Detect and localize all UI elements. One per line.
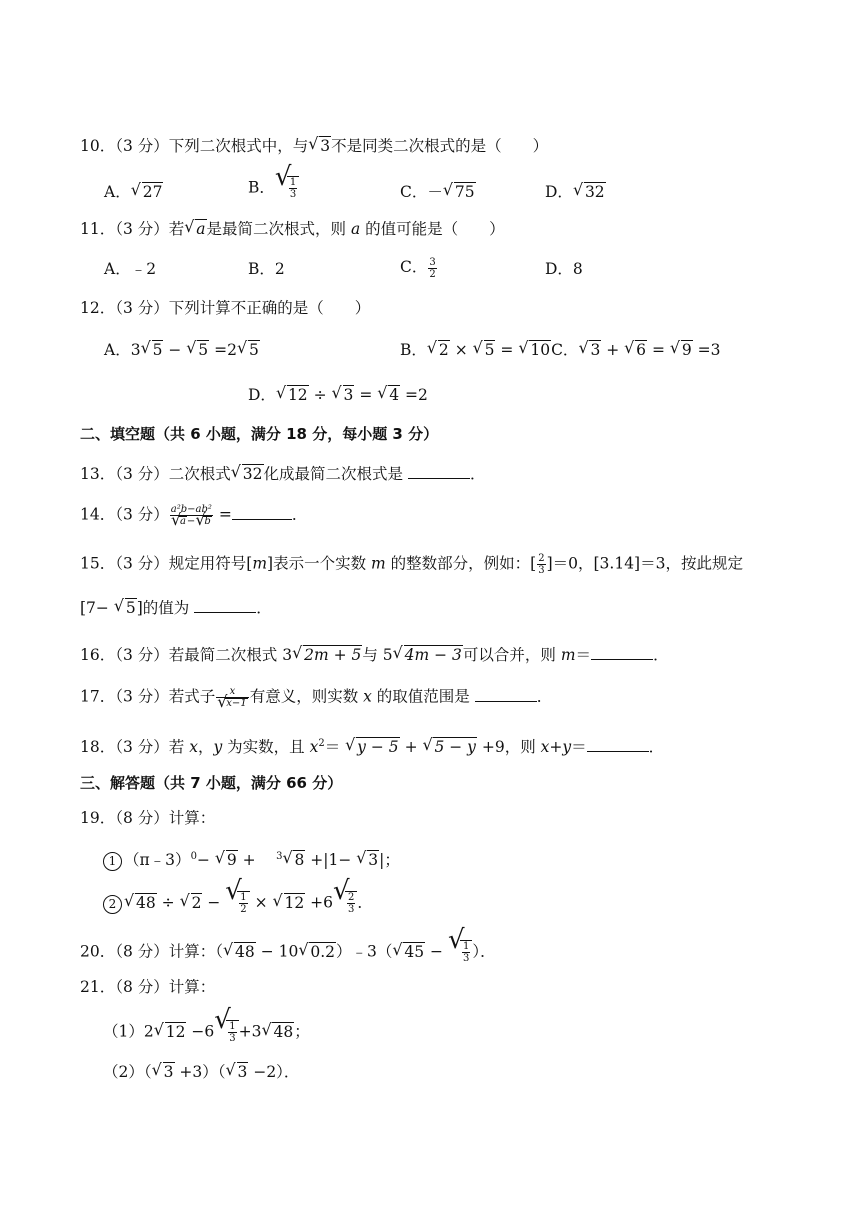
option-b: B．2: [248, 260, 285, 278]
question-13: 13．（3 分）二次根式√ 32化成最简二次根式是 ．: [80, 464, 485, 484]
radical: √ 32: [574, 181, 606, 203]
question-19-part-1: 1 （π﹣3）$^0$− √ 9 + $^3$√ 8 +|1− √ 3|；: [103, 847, 400, 871]
section-2-heading: 二、填空题（共 6 小题，满分 18 分，每小题 3 分）: [80, 425, 439, 443]
radical: √ 5: [115, 598, 137, 618]
answer-blank[interactable]: [587, 737, 649, 752]
stem-text: 不是同类二次根式的是（ ）: [331, 137, 549, 155]
option-d: D．√ 32: [545, 181, 606, 203]
option-b-c: B．√ 2 × √ 5 = √ 10C．√ 3 + √ 6 = √ 9 =3: [400, 339, 721, 361]
option-b: B． √ $\frac{1}{3}$: [248, 176, 299, 200]
question-10-stem: [80, 136, 548, 156]
answer-blank[interactable]: [408, 464, 470, 479]
circled-number: 1: [103, 852, 122, 871]
question-16: 16．（3 分）若最简二次根式 3√ 2m + 5与 5√ 4m − 3可以合并，则 m＝ ．: [80, 645, 669, 665]
fraction: $\frac{3}{2}$: [429, 256, 436, 280]
option-d: D．8: [545, 260, 583, 278]
radical: √ 5 − y: [423, 737, 476, 757]
answer-blank[interactable]: [591, 645, 653, 660]
option-d: D．√ 12 ÷ √ 3 = √ 4 =2: [248, 384, 428, 406]
section-3-heading: 三、解答题（共 7 小题，满分 66 分）: [80, 774, 343, 792]
radical: √ 32: [232, 464, 264, 484]
question-score: （3 分）: [115, 220, 169, 238]
question-21-part-1: （1）2√ 12 −6 √ $\frac{1}{3}$ +3√ 48；: [103, 1020, 310, 1048]
circled-number: 2: [103, 895, 122, 914]
stem-text: 若: [168, 220, 185, 238]
radical: √ 3: [309, 136, 331, 156]
question-12-stem: [80, 298, 370, 318]
option-c: C． $\frac{3}{2}$: [400, 256, 436, 280]
question-number: 10．: [80, 137, 116, 155]
radical: √ 75: [444, 181, 476, 203]
question-20: 20．（8 分）计算：（√ 48 − 10√ 0.2）﹣3（√ 45 − √ $\frac{1}{3}$ ）．: [80, 940, 496, 968]
option-a: A．3√ 5 − √ 5 =2√ 5: [104, 339, 260, 361]
question-21-stem: 21．（8 分）计算：: [80, 978, 216, 996]
radical: [276, 176, 299, 200]
stem-text: 下列计算不正确的是（ ）: [168, 299, 371, 317]
radical: √ 27: [132, 181, 164, 203]
option-a: A．√ 27: [104, 181, 163, 203]
answer-blank[interactable]: [194, 598, 256, 613]
radical: √ y − 5: [346, 737, 399, 757]
radical: √ a: [185, 219, 206, 239]
question-21-part-2: （2）（√ 3 +3）（√ 3 −2）．: [103, 1062, 299, 1082]
radical: √ 2m + 5: [293, 645, 362, 665]
question-11-stem: [80, 219, 505, 239]
question-17: 17．（3 分）若式子 x √ x−1 有意义，则实数 x 的取值范围是 ．: [80, 686, 552, 712]
fraction: a²b−ab² √ a−√ b: [170, 504, 213, 527]
answer-blank[interactable]: [232, 505, 292, 520]
fraction: √ $\frac{1}{3}$: [289, 177, 297, 200]
question-15-line-1: 15．（3 分）规定用符号[m]表示一个实数 m 的整数部分，例如：[ $\frac{2}{3}$ ]＝0，[3.14]＝3，按此规定: [80, 553, 743, 576]
question-18: 18．（3 分）若 x，y 为实数，且 $x^2=$ √ y − 5 + √ 5 − y +9，则 x+y＝ ．: [80, 734, 664, 757]
question-19-stem: 19．（8 分）计算：: [80, 809, 216, 827]
fraction: x √ x−1: [216, 686, 248, 709]
question-19-part-2: 2√ 48 ÷ √ 2 − √ $\frac{1}{2}$ × √ 12 +6 √ $\frac{2}{3}$ ．: [103, 891, 373, 919]
question-number: 11．: [80, 220, 116, 238]
question-score: （3 分）: [115, 137, 169, 155]
fraction: $\frac{2}{3}$: [538, 553, 545, 576]
option-a: A．﹣2: [104, 260, 157, 278]
question-score: （3 分）: [115, 299, 169, 317]
variable: a: [350, 220, 361, 238]
question-15-line-2: [7− √ 5]的值为 ．: [80, 598, 272, 618]
option-c: C．－√ 75: [400, 181, 476, 203]
stem-text: 下列二次根式中，与: [168, 137, 309, 155]
question-number: 12．: [80, 299, 116, 317]
answer-blank[interactable]: [475, 687, 537, 702]
stem-text: 是最简二次根式，则: [206, 220, 351, 238]
question-14: 14．（3 分） a²b−ab² √ a−√ b = ．: [80, 504, 307, 534]
stem-text: 的值可能是（ ）: [360, 220, 505, 238]
radical: √ 4m − 3: [394, 645, 463, 665]
